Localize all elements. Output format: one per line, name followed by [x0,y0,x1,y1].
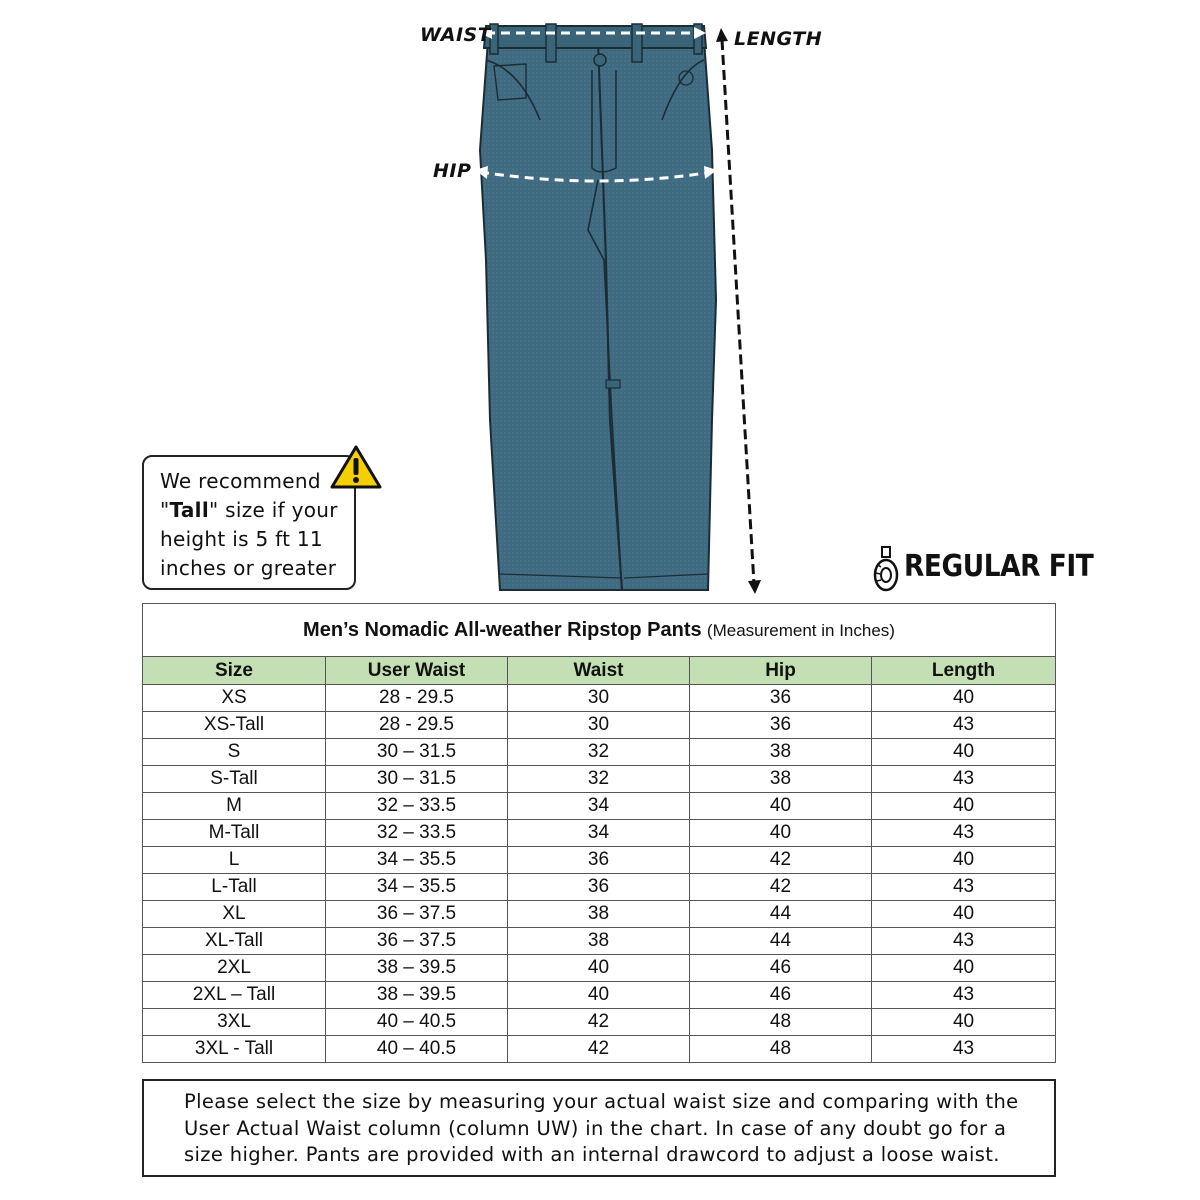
cell-length: 40 [872,1009,1056,1036]
cell-size: L-Tall [143,874,326,901]
cell-hip: 44 [690,928,872,955]
cell-size: XL-Tall [143,928,326,955]
table-row [143,739,1056,766]
cell-hip: 36 [690,685,872,712]
cell-user-waist: 38 – 39.5 [326,955,508,982]
cell-hip: 42 [690,874,872,901]
sizing-note-text: Please select the size by measuring your actual waist size and comparing with the User Actual Waist column (column UW) in the chart. In case of any doubt go for a size higher. Pants are provided with an internal drawcord to adjust a loose waist. [184,1090,1019,1166]
cell-user-waist: 32 – 33.5 [326,793,508,820]
cell-hip: 38 [690,739,872,766]
cell-length: 43 [872,982,1056,1009]
sizing-note-box [142,1079,1056,1177]
cell-waist: 34 [508,820,690,847]
hip-label: HIP [433,160,472,182]
cell-user-waist: 40 – 40.5 [326,1036,508,1063]
cell-waist: 38 [508,928,690,955]
cell-user-waist: 28 - 29.5 [326,712,508,739]
cell-waist: 34 [508,793,690,820]
cell-hip: 40 [690,820,872,847]
cell-size: XL [143,901,326,928]
cell-length: 43 [872,820,1056,847]
cell-waist: 30 [508,712,690,739]
table-row [143,820,1056,847]
cell-user-waist: 40 – 40.5 [326,1009,508,1036]
cell-size: 2XL – Tall [143,982,326,1009]
cell-waist: 40 [508,982,690,1009]
table-row [143,928,1056,955]
cell-length: 43 [872,1036,1056,1063]
table-header-row [143,657,1056,685]
column-header-length: Length [872,657,1056,685]
table-row [143,847,1056,874]
callout-line-1: We recommend [160,469,321,493]
waist-label: WAIST [420,24,492,46]
cell-hip: 38 [690,766,872,793]
waistband [484,26,706,48]
cell-waist: 40 [508,955,690,982]
cell-size: L [143,847,326,874]
cell-length: 43 [872,928,1056,955]
cell-length: 40 [872,955,1056,982]
cell-hip: 44 [690,901,872,928]
table-row [143,1009,1056,1036]
table-row [143,793,1056,820]
cell-user-waist: 28 - 29.5 [326,685,508,712]
cell-length: 40 [872,739,1056,766]
cell-waist: 42 [508,1009,690,1036]
size-chart-table [142,603,1056,1063]
cell-user-waist: 34 – 35.5 [326,847,508,874]
table-subtitle: (Measurement in Inches) [706,620,895,640]
cell-waist: 36 [508,874,690,901]
cell-size: 3XL [143,1009,326,1036]
column-header-user-waist: User Waist [326,657,508,685]
cell-hip: 48 [690,1009,872,1036]
table-title-row [143,604,1056,657]
table-row [143,1036,1056,1063]
regular-fit-badge [870,545,1094,597]
cell-length: 40 [872,847,1056,874]
cell-user-waist: 34 – 35.5 [326,874,508,901]
callout-line-4: inches or greater [160,556,337,580]
cell-size: 3XL - Tall [143,1036,326,1063]
cell-size: XS-Tall [143,712,326,739]
table-row [143,982,1056,1009]
cell-size: S-Tall [143,766,326,793]
measuring-tape-icon [872,545,900,593]
cell-size: XS [143,685,326,712]
column-header-waist: Waist [508,657,690,685]
cell-hip: 36 [690,712,872,739]
tall-recommendation-callout [142,455,356,590]
cell-user-waist: 38 – 39.5 [326,982,508,1009]
cell-hip: 40 [690,793,872,820]
tall-emphasis: Tall [169,498,209,522]
cell-hip: 46 [690,982,872,1009]
cell-size: S [143,739,326,766]
table-row [143,955,1056,982]
cell-hip: 46 [690,955,872,982]
cell-length: 40 [872,685,1056,712]
cell-length: 40 [872,793,1056,820]
cell-user-waist: 36 – 37.5 [326,901,508,928]
cell-size: 2XL [143,955,326,982]
cell-user-waist: 30 – 31.5 [326,739,508,766]
table-row [143,685,1056,712]
cell-hip: 48 [690,1036,872,1063]
cell-hip: 42 [690,847,872,874]
cell-waist: 36 [508,847,690,874]
column-header-hip: Hip [690,657,872,685]
regular-fit-label: REGULAR FIT [904,549,1094,584]
table-row [143,712,1056,739]
callout-line-3: height is 5 ft 11 [160,527,323,551]
cell-user-waist: 32 – 33.5 [326,820,508,847]
callout-line-2: "Tall" size if your [160,498,338,522]
cell-waist: 32 [508,766,690,793]
cell-length: 43 [872,874,1056,901]
length-label: LENGTH [734,28,823,50]
cell-length: 43 [872,766,1056,793]
cell-size: M-Tall [143,820,326,847]
cell-waist: 38 [508,901,690,928]
table-row [143,874,1056,901]
cell-waist: 30 [508,685,690,712]
cell-waist: 42 [508,1036,690,1063]
warning-icon [330,444,382,490]
cell-length: 40 [872,901,1056,928]
table-row [143,901,1056,928]
column-header-size: Size [143,657,326,685]
table-row [143,766,1056,793]
cell-user-waist: 30 – 31.5 [326,766,508,793]
table-title: Men’s Nomadic All-weather Ripstop Pants [303,618,702,641]
table-body [143,685,1056,1063]
cell-length: 43 [872,712,1056,739]
cell-size: M [143,793,326,820]
cell-waist: 32 [508,739,690,766]
cell-user-waist: 36 – 37.5 [326,928,508,955]
length-measure-arrow [716,28,761,594]
